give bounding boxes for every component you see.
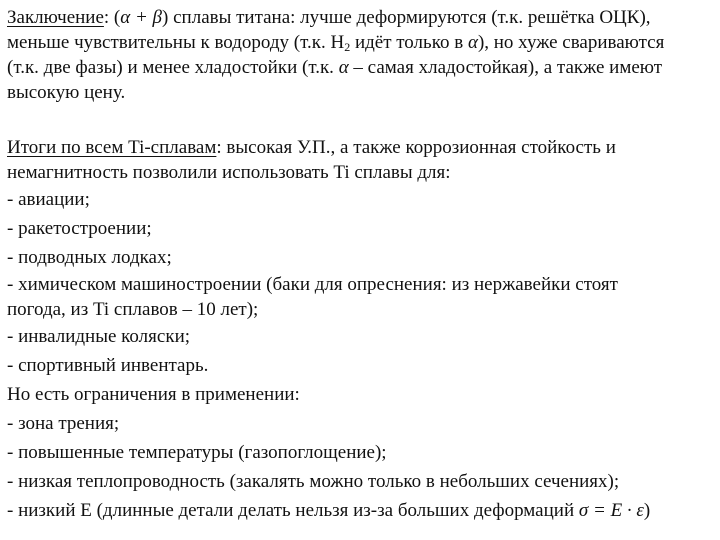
text-run: ) — [643, 500, 651, 521]
formula-alpha-plus-beta: α + β — [120, 7, 163, 28]
text-run: : ( — [103, 7, 121, 28]
formula-alpha: α — [467, 32, 478, 53]
formula-sigma-e-epsilon: σ = E · ε — [578, 500, 644, 521]
conclusion-heading: Заключение — [7, 7, 104, 28]
use-item: - ракетостроении; — [7, 218, 152, 239]
text-run: ), но хуже свариваются — [477, 32, 665, 53]
use-item: - химическом машиностроении (баки для опреснения: из нержавейки стоят — [7, 274, 618, 295]
use-item: - авиации; — [7, 189, 90, 210]
conclusion-line-2 — [7, 30, 713, 55]
limit-item — [7, 496, 713, 525]
limit-item: - зона трения; — [7, 413, 120, 434]
subscript-2: 2 — [344, 40, 351, 54]
use-item: - инвалидные коляски; — [7, 326, 191, 347]
text-run: - низкий E (длинные детали делать нельзя из-за больших деформаций — [7, 500, 579, 521]
limit-item: - повышенные температуры (газопоглощение); — [7, 442, 387, 463]
text-run: : высокая У.П., а также коррозионная стойкость и — [216, 137, 616, 158]
conclusion-line-4: высокую цену. — [7, 82, 126, 103]
summary-line-1 — [7, 135, 713, 160]
limits-heading: Но есть ограничения в применении: — [7, 384, 300, 405]
use-item-continuation: погода, из Ti сплавов – 10 лет); — [7, 299, 259, 320]
use-item: - подводных лодках; — [7, 247, 172, 268]
use-item: - спортивный инвентарь. — [7, 355, 209, 376]
formula-alpha: α — [338, 57, 349, 78]
summary-heading: Итоги по всем Ti-сплавам — [7, 137, 217, 158]
text-run: идёт только в — [350, 32, 468, 53]
text-run: (т.к. две фазы) и менее хладостойки (т.к. — [7, 57, 339, 78]
text-run: ) сплавы титана: лучше деформируются (т.к. решётка ОЦК), — [162, 7, 651, 28]
limit-item: - низкая теплопроводность (закалять можно только в небольших сечениях); — [7, 471, 620, 492]
text-run: – самая хладостойкая), а также имеют — [348, 57, 663, 78]
summary-section — [7, 135, 713, 525]
summary-line-2: немагнитность позволили использовать Ti сплавы для: — [7, 162, 451, 183]
conclusion-line-3 — [7, 55, 713, 80]
conclusion-paragraph — [7, 5, 713, 105]
conclusion-line-1 — [7, 5, 713, 30]
text-run: меньше чувствительны к водороду (т.к. H — [7, 32, 345, 53]
